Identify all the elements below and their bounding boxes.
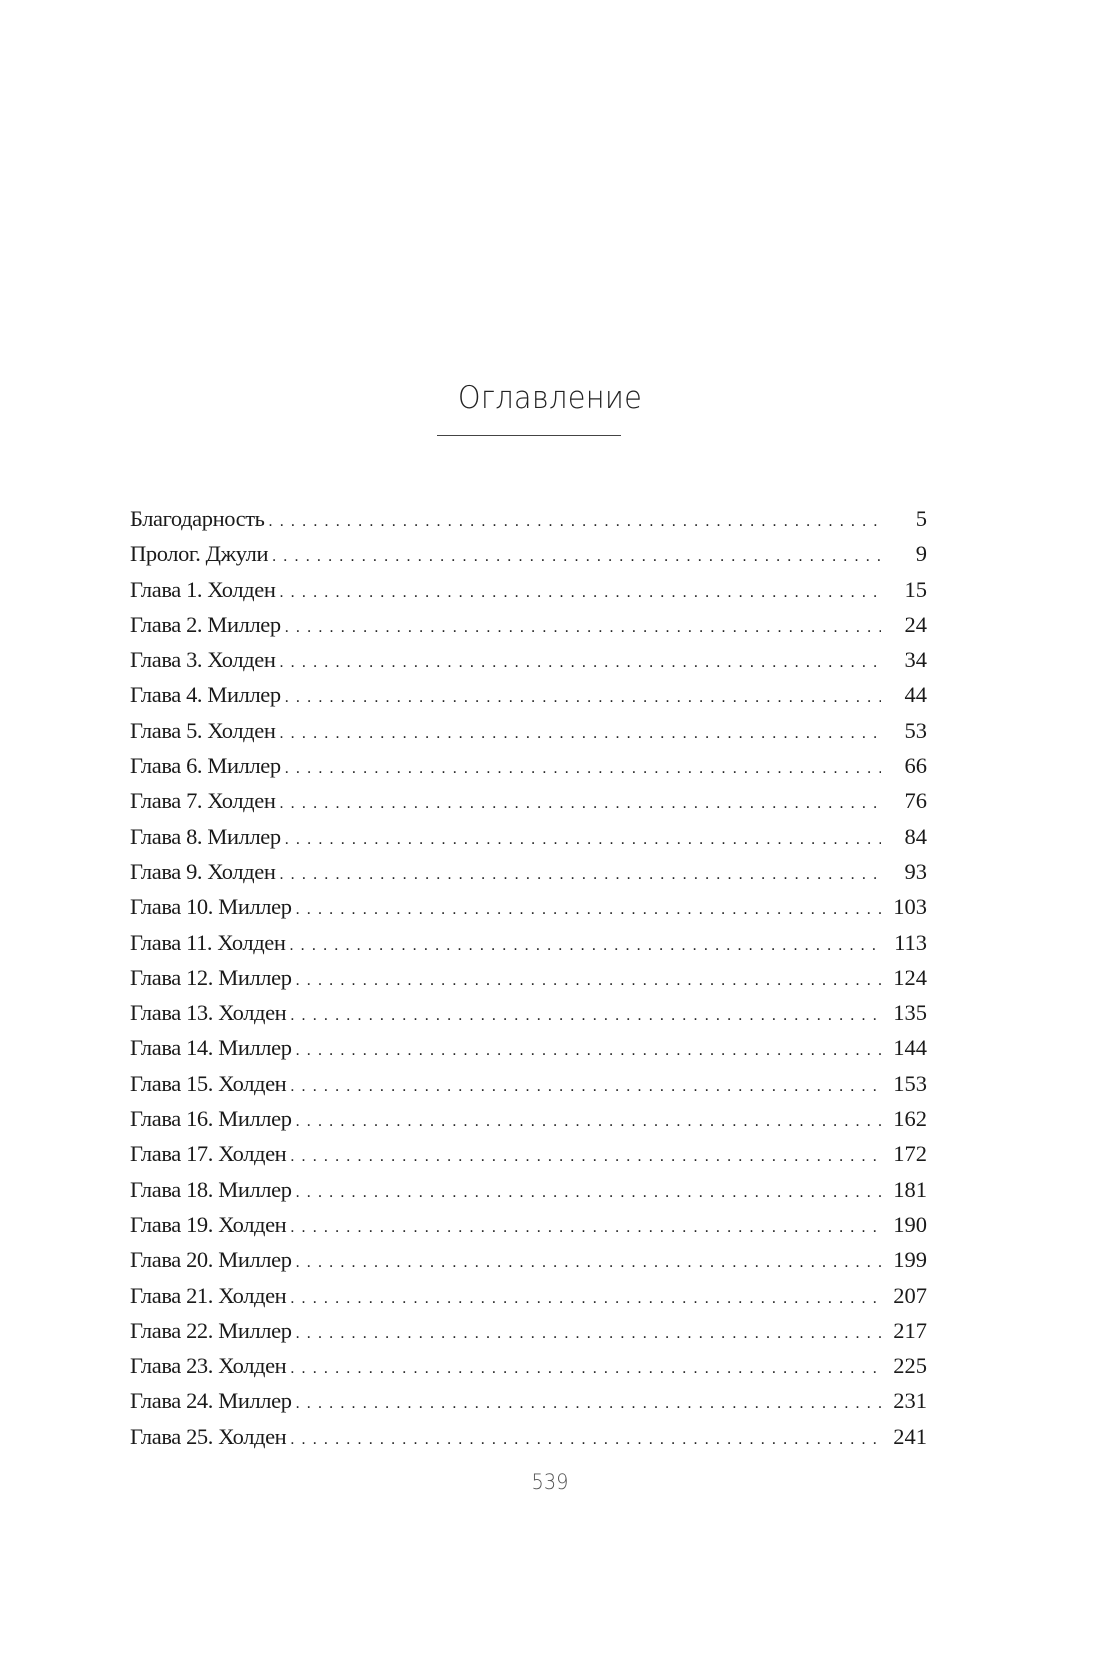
toc-entry — [130, 536, 927, 571]
toc-entry-label: Глава 20. Миллер — [130, 1247, 292, 1273]
toc-entry — [130, 1419, 927, 1454]
toc-entry-label: Глава 24. Миллер — [130, 1388, 292, 1414]
toc-entry-page: 190 — [893, 1211, 927, 1237]
toc-entry-page: 84 — [904, 823, 927, 849]
dot-leader — [289, 928, 881, 963]
toc-entry-page: 172 — [893, 1141, 927, 1167]
dot-leader — [290, 1281, 881, 1316]
toc-entry-page: 103 — [893, 894, 927, 920]
toc-entry-label: Глава 17. Холден — [130, 1141, 287, 1167]
dot-leader — [290, 1422, 881, 1457]
dot-leader — [279, 716, 881, 751]
toc-entry-page: 53 — [904, 717, 927, 743]
toc-entry-page: 15 — [904, 576, 927, 602]
toc-entry — [130, 783, 927, 818]
toc-entry-label: Глава 14. Миллер — [130, 1035, 292, 1061]
toc-entry-label: Глава 18. Миллер — [130, 1176, 292, 1202]
toc-entry-label: Глава 7. Холден — [130, 788, 276, 814]
toc-entry-page: 24 — [904, 611, 927, 637]
toc-entry-page: 207 — [893, 1282, 927, 1308]
toc-entry — [130, 1066, 927, 1101]
toc-entry-label: Глава 3. Холден — [130, 647, 276, 673]
toc-entry — [130, 1348, 927, 1383]
toc-entry — [130, 572, 927, 607]
toc-entry — [130, 1313, 927, 1348]
toc-entry — [130, 607, 927, 642]
toc-entry — [130, 889, 927, 924]
toc-entry-label: Глава 2. Миллер — [130, 611, 281, 637]
toc-entry-page: 113 — [894, 929, 927, 955]
dot-leader — [296, 892, 881, 927]
toc-entry-page: 93 — [904, 858, 927, 884]
toc-entry-page: 199 — [893, 1247, 927, 1273]
toc-entry-page: 241 — [893, 1423, 927, 1449]
toc-entry-page: 66 — [904, 753, 927, 779]
toc-entry-page: 162 — [893, 1106, 927, 1132]
dot-leader — [279, 786, 881, 821]
dot-leader — [279, 645, 881, 680]
dot-leader — [279, 575, 881, 610]
toc-entry — [130, 642, 927, 677]
dot-leader — [290, 1210, 881, 1245]
page-title: Оглавление — [457, 380, 643, 416]
toc-entry-label: Глава 9. Холден — [130, 858, 276, 884]
toc-entry — [130, 501, 927, 536]
dot-leader — [285, 610, 881, 645]
toc-entry-label: Глава 10. Миллер — [130, 894, 292, 920]
toc-entry — [130, 1207, 927, 1242]
toc-entry-page: 44 — [904, 682, 927, 708]
toc-entry — [130, 713, 927, 748]
dot-leader — [296, 1175, 881, 1210]
toc-entry — [130, 1383, 927, 1418]
toc-entry — [130, 1030, 927, 1065]
toc-entry-label: Глава 13. Холден — [130, 1000, 287, 1026]
toc-entry-label: Благодарность — [130, 506, 265, 531]
dot-leader — [296, 963, 881, 998]
dot-leader — [272, 539, 881, 574]
toc-entry-label: Глава 23. Холден — [130, 1353, 287, 1379]
toc-entry-label: Глава 16. Миллер — [130, 1106, 292, 1132]
dot-leader — [285, 822, 881, 857]
table-of-contents — [130, 501, 927, 1454]
toc-entry-label: Пролог. Джули — [130, 541, 269, 567]
toc-entry-label: Глава 15. Холден — [130, 1070, 287, 1096]
page-number: 539 — [531, 1470, 569, 1494]
dot-leader — [296, 1316, 881, 1351]
toc-entry-page: 34 — [904, 647, 927, 673]
toc-entry-page: 144 — [893, 1035, 927, 1061]
toc-entry-label: Глава 1. Холден — [130, 576, 276, 602]
dot-leader — [296, 1386, 881, 1421]
toc-entry-page: 225 — [893, 1353, 927, 1379]
dot-leader — [296, 1104, 881, 1139]
dot-leader — [290, 1139, 881, 1174]
toc-entry — [130, 854, 927, 889]
dot-leader — [290, 998, 881, 1033]
toc-entry-label: Глава 25. Холден — [130, 1423, 287, 1449]
toc-entry-page: 124 — [893, 964, 927, 990]
toc-entry-page: 135 — [893, 1000, 927, 1026]
dot-leader — [285, 680, 881, 715]
toc-entry — [130, 960, 927, 995]
dot-leader — [290, 1351, 881, 1386]
toc-entry — [130, 1101, 927, 1136]
dot-leader — [296, 1033, 881, 1068]
title-underline-divider — [437, 435, 621, 436]
toc-entry-page: 76 — [904, 788, 927, 814]
toc-entry-page: 5 — [915, 506, 927, 531]
toc-entry-label: Глава 5. Холден — [130, 717, 276, 743]
dot-leader — [296, 1245, 881, 1280]
toc-entry-label: Глава 6. Миллер — [130, 753, 281, 779]
toc-entry — [130, 1278, 927, 1313]
toc-entry — [130, 925, 927, 960]
toc-entry-label: Глава 21. Холден — [130, 1282, 287, 1308]
toc-entry — [130, 1242, 927, 1277]
dot-leader — [269, 504, 881, 539]
toc-entry — [130, 748, 927, 783]
toc-entry-label: Глава 19. Холден — [130, 1211, 287, 1237]
dot-leader — [279, 857, 881, 892]
toc-entry-page: 231 — [893, 1388, 927, 1414]
toc-entry-label: Глава 12. Миллер — [130, 964, 292, 990]
dot-leader — [285, 751, 881, 786]
toc-entry-label: Глава 22. Миллер — [130, 1317, 292, 1343]
toc-entry — [130, 1172, 927, 1207]
toc-entry-label: Глава 11. Холден — [130, 929, 286, 955]
dot-leader — [290, 1069, 881, 1104]
toc-entry — [130, 995, 927, 1030]
toc-entry-page: 217 — [893, 1317, 927, 1343]
toc-entry — [130, 819, 927, 854]
toc-entry-page: 9 — [915, 541, 927, 567]
toc-entry-page: 181 — [893, 1176, 927, 1202]
toc-entry — [130, 1136, 927, 1171]
toc-entry — [130, 677, 927, 712]
toc-entry-page: 153 — [893, 1070, 927, 1096]
toc-entry-label: Глава 4. Миллер — [130, 682, 281, 708]
toc-entry-label: Глава 8. Миллер — [130, 823, 281, 849]
